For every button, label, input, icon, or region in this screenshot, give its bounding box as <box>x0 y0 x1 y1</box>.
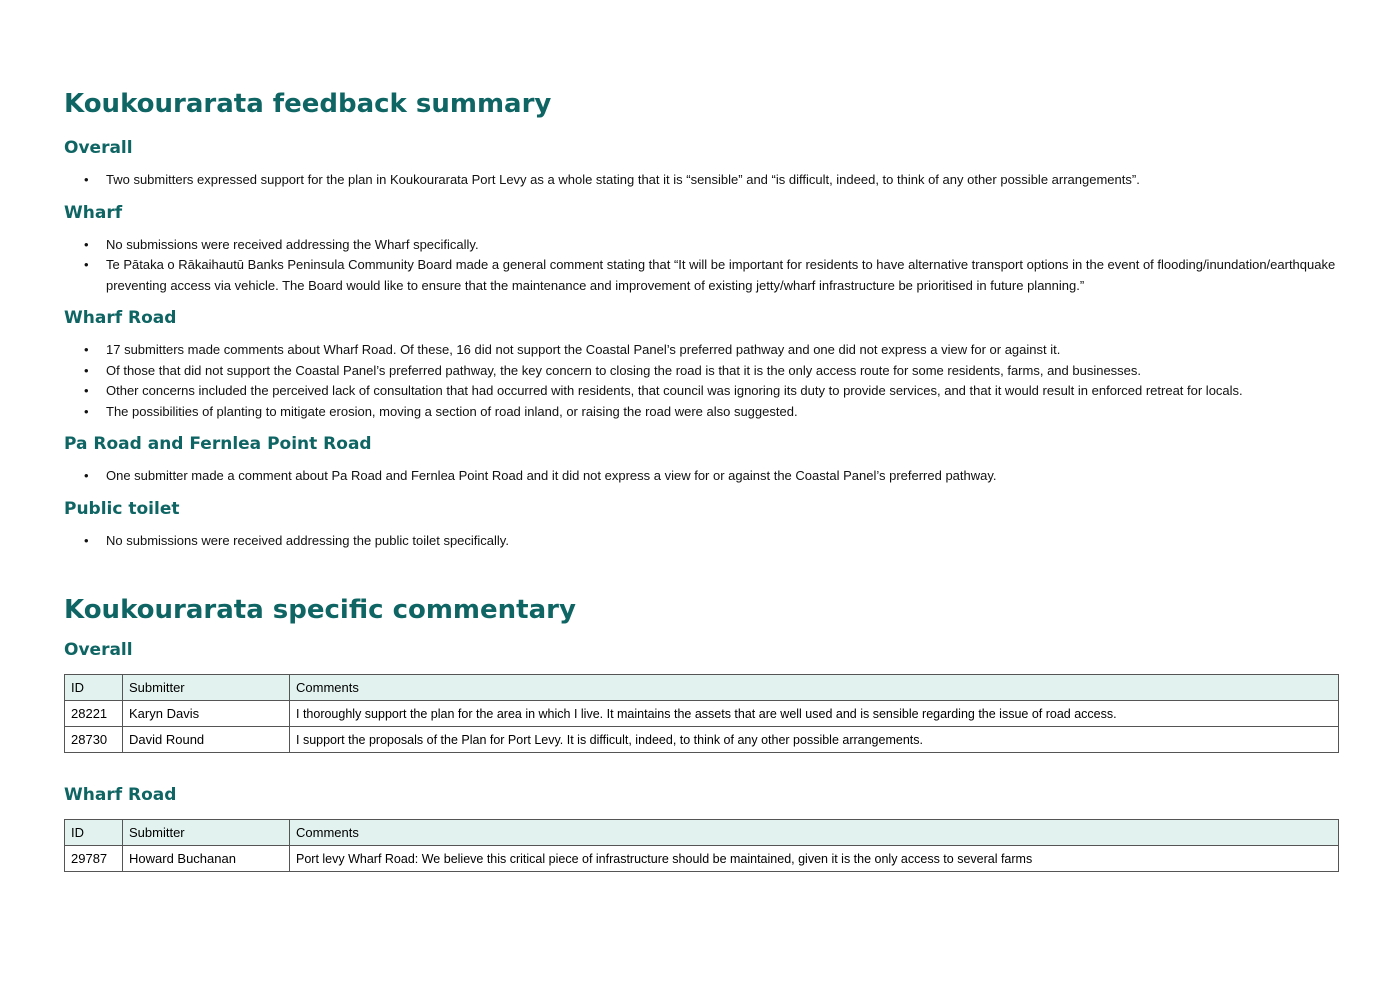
cell-submitter: Karyn Davis <box>123 701 290 727</box>
table-heading-wharf-road: Wharf Road <box>64 785 177 805</box>
table-header-row <box>65 675 1339 701</box>
column-header-id: ID <box>65 675 123 701</box>
table-row <box>65 701 1339 727</box>
list-item: • No submissions were received addressing the public toilet specifically. <box>106 531 1340 552</box>
bullet-list-public-toilet <box>64 531 1340 552</box>
bullet-list-overall <box>64 170 1340 191</box>
column-header-comments: Comments <box>290 820 1339 846</box>
list-item: • The possibilities of planting to mitigate erosion, moving a section of road inland, or raising the road were also suggested. <box>106 402 1340 423</box>
column-header-comments: Comments <box>290 675 1339 701</box>
cell-id: 28221 <box>65 701 123 727</box>
cell-id: 29787 <box>65 846 123 872</box>
commentary-table-overall <box>64 674 1339 753</box>
cell-comments: Port levy Wharf Road: We believe this critical piece of infrastructure should be maintained, given it is the only access to several farms <box>290 846 1339 872</box>
list-item: • Two submitters expressed support for the plan in Koukourarata Port Levy as a whole stating that it is “sensible” and “is difficult, indeed, to think of any other possible arrangements”. <box>106 170 1340 191</box>
commentary-title: Koukourarata specific commentary <box>64 595 576 625</box>
document-page <box>64 86 1340 872</box>
section-heading-pa-road: Pa Road and Fernlea Point Road <box>64 434 372 454</box>
list-item: • No submissions were received addressing the Wharf specifically. <box>106 235 1340 256</box>
column-header-id: ID <box>65 820 123 846</box>
cell-id: 28730 <box>65 727 123 753</box>
cell-submitter: Howard Buchanan <box>123 846 290 872</box>
list-item: • Of those that did not support the Coastal Panel’s preferred pathway, the key concern to closing the road is that it is the only access route for some residents, farms, and businesses. <box>106 361 1340 382</box>
bullet-list-pa-road <box>64 466 1340 487</box>
commentary-table-wharf-road <box>64 819 1339 872</box>
bullet-list-wharf <box>64 235 1340 297</box>
section-heading-wharf-road: Wharf Road <box>64 308 177 328</box>
section-heading-overall: Overall <box>64 138 133 158</box>
list-item: • Other concerns included the perceived lack of consultation that had occurred with residents, that council was ignoring its duty to provide services, and that it would result in enforced retreat for locals. <box>106 381 1340 402</box>
column-header-submitter: Submitter <box>123 675 290 701</box>
section-heading-public-toilet: Public toilet <box>64 498 180 519</box>
column-header-submitter: Submitter <box>123 820 290 846</box>
table-row <box>65 727 1339 753</box>
cell-submitter: David Round <box>123 727 290 753</box>
bullet-list-wharf-road <box>64 340 1340 422</box>
summary-title: Koukourarata feedback summary <box>64 89 552 119</box>
list-item: • 17 submitters made comments about Wharf Road. Of these, 16 did not support the Coastal Panel’s preferred pathway and one did not express a view for or against it. <box>106 340 1340 361</box>
cell-comments: I support the proposals of the Plan for Port Levy. It is difficult, indeed, to think of any other possible arrangements. <box>290 727 1339 753</box>
table-header-row <box>65 820 1339 846</box>
list-item: • One submitter made a comment about Pa Road and Fernlea Point Road and it did not express a view for or against the Coastal Panel’s preferred pathway. <box>106 466 1340 487</box>
list-item: • Te Pātaka o Rākaihautū Banks Peninsula Community Board made a general comment stating that “It will be important for residents to have alternative transport options in the event of flooding/inundation/earthquake preventing access via vehicle. The Board would like to ensure that the maintenance and improvement of existing jetty/wharf infrastructure be prioritised in future planning.” <box>106 255 1340 296</box>
table-row <box>65 846 1339 872</box>
table-heading-overall: Overall <box>64 640 133 660</box>
section-heading-wharf: Wharf <box>64 202 123 223</box>
cell-comments: I thoroughly support the plan for the area in which I live. It maintains the assets that are well used and is sensible regarding the issue of road access. <box>290 701 1339 727</box>
